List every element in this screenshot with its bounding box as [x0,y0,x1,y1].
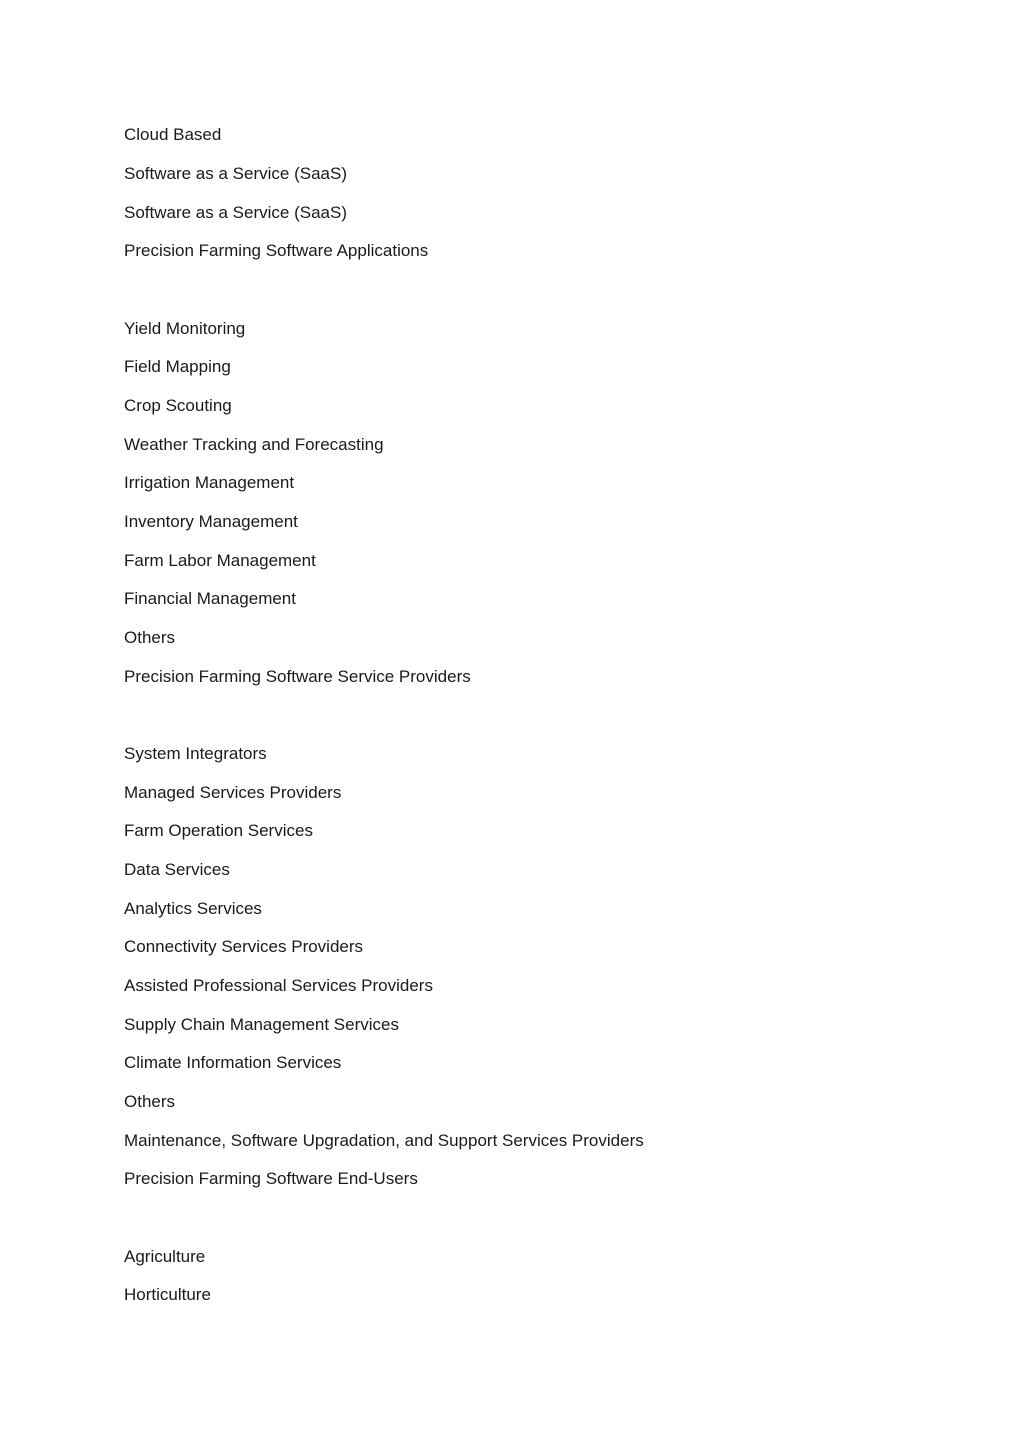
text-line: Others [124,628,176,647]
text-line: Irrigation Management [124,473,295,492]
text-line: Weather Tracking and Forecasting [124,435,384,454]
text-line: Farm Operation Services [124,821,313,840]
text-line: Data Services [124,860,230,879]
text-line: Agriculture [124,1247,206,1266]
text-line: Maintenance, Software Upgradation, and Support Services Providers [124,1131,644,1150]
text-line: Cloud Based [124,125,222,144]
text-line: Managed Services Providers [124,783,342,802]
text-line: Assisted Professional Services Providers [124,976,433,995]
text-line: Inventory Management [124,512,298,531]
text-line: Software as a Service (SaaS) [124,203,347,222]
text-line: Analytics Services [124,899,262,918]
text-line: Crop Scouting [124,396,232,415]
text-line: Climate Information Services [124,1053,342,1072]
section-heading: Precision Farming Software Applications [124,241,429,260]
text-line: Software as a Service (SaaS) [124,164,347,183]
text-line: Connectivity Services Providers [124,937,364,956]
text-line: Yield Monitoring [124,319,246,338]
text-line: Others [124,1092,176,1111]
section-heading: Precision Farming Software End-Users [124,1169,418,1188]
text-line: Horticulture [124,1285,211,1304]
text-line: Supply Chain Management Services [124,1015,399,1034]
text-line: System Integrators [124,744,267,763]
text-line: Farm Labor Management [124,551,316,570]
section-heading: Precision Farming Software Service Providers [124,667,471,686]
text-line: Field Mapping [124,357,231,376]
text-line: Financial Management [124,589,296,608]
